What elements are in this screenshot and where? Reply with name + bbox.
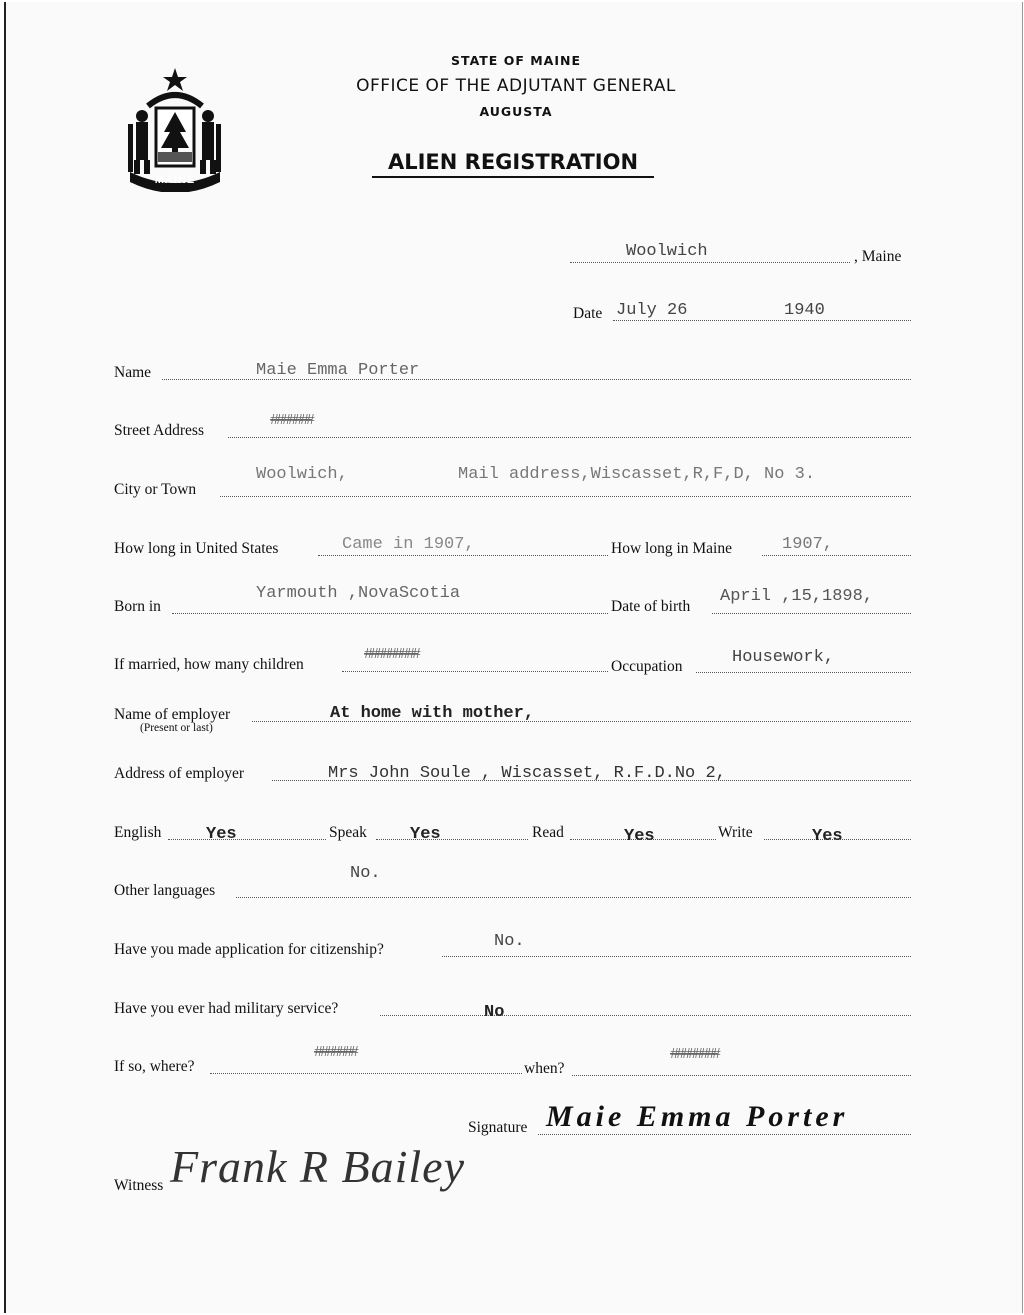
children-label: If married, how many children (114, 656, 304, 673)
mail-address-value: Mail address,Wiscasset,R,F,D, No 3. (458, 465, 816, 484)
form-title: ALIEN REGISTRATION (372, 150, 654, 178)
date-month-day: July 26 (616, 301, 688, 320)
read-label: Read (532, 824, 564, 841)
born-in-value: Yarmouth ,NovaScotia (256, 584, 461, 603)
children-line (342, 671, 608, 672)
born-in-label: Born in (114, 598, 161, 615)
citizenship-line (442, 956, 911, 957)
town-line (570, 262, 850, 263)
witness-signature: Frank R Bailey (170, 1141, 466, 1192)
military-label: Have you ever had military service? (114, 1000, 339, 1017)
other-languages-value: No. (350, 864, 381, 883)
city-line (220, 496, 911, 497)
occupation-line (696, 672, 911, 673)
military-value: No (484, 1003, 505, 1022)
city-heading: AUGUSTA (479, 104, 553, 119)
children-value-redacted: ######### (364, 646, 419, 663)
employer-note: (Present or last) (140, 722, 213, 734)
english-value: Yes (206, 825, 237, 844)
speak-value: Yes (410, 825, 441, 844)
date-of-birth-line (712, 613, 911, 614)
how-long-us-line (318, 555, 608, 556)
when-label: when? (524, 1060, 565, 1077)
employer-address-label: Address of employer (114, 765, 244, 782)
date-label: Date (573, 305, 603, 322)
employer-label: Name of employer (114, 706, 231, 723)
registration-form (4, 2, 1023, 1313)
when-line (572, 1075, 911, 1076)
how-long-maine-value: 1907, (782, 535, 834, 554)
citizenship-label: Have you made application for citizenship? (114, 941, 384, 958)
street-label: Street Address (114, 422, 204, 439)
maine-seal (120, 64, 230, 192)
occupation-value: Housework, (732, 648, 835, 667)
if-so-where-label: If so, where? (114, 1058, 195, 1075)
other-languages-line (236, 897, 911, 898)
occupation-label: Occupation (611, 658, 683, 675)
write-label: Write (718, 824, 753, 841)
town-value: Woolwich (626, 242, 708, 261)
other-languages-label: Other languages (114, 882, 216, 899)
born-in-line (172, 613, 608, 614)
name-value: Maie Emma Porter (256, 361, 420, 380)
date-of-birth-label: Date of birth (611, 598, 691, 615)
where-value-redacted: ####### (314, 1044, 357, 1061)
city-value: Woolwich, (256, 465, 348, 484)
speak-label: Speak (329, 824, 367, 841)
date-year: 1940 (784, 301, 825, 320)
speak-line (376, 839, 528, 840)
city-label: City or Town (114, 481, 197, 498)
signature-label: Signature (468, 1119, 528, 1136)
how-long-maine-label: How long in Maine (611, 540, 732, 557)
english-line (168, 839, 326, 840)
english-label: English (114, 824, 162, 841)
how-long-us-value: Came in 1907, (342, 535, 475, 554)
citizenship-value: No. (494, 932, 525, 951)
seal-image (120, 64, 230, 192)
office-heading: OFFICE OF THE ADJUTANT GENERAL (356, 76, 676, 96)
seal-banner-text: MAINE (154, 174, 196, 186)
street-value-redacted: ####### (270, 412, 313, 429)
name-label: Name (114, 364, 152, 381)
maine-label: , Maine (854, 248, 902, 265)
where-line (210, 1073, 522, 1074)
applicant-signature: Maie Emma Porter (546, 1100, 849, 1133)
employer-address-value: Mrs John Soule , Wiscasset, R.F.D.No 2, (328, 764, 726, 783)
how-long-us-label: How long in United States (114, 540, 279, 557)
state-heading: STATE OF MAINE (451, 53, 581, 68)
when-value-redacted: ######## (670, 1046, 719, 1063)
date-line (613, 320, 911, 321)
witness-label: Witness (114, 1177, 164, 1194)
date-of-birth-value: April ,15,1898, (720, 587, 874, 606)
read-value: Yes (624, 827, 655, 846)
employer-value: At home with mother, (330, 704, 535, 723)
how-long-maine-line (762, 555, 911, 556)
street-line (228, 437, 911, 438)
write-value: Yes (812, 827, 843, 846)
military-line (380, 1015, 911, 1016)
signature-line (538, 1134, 911, 1135)
